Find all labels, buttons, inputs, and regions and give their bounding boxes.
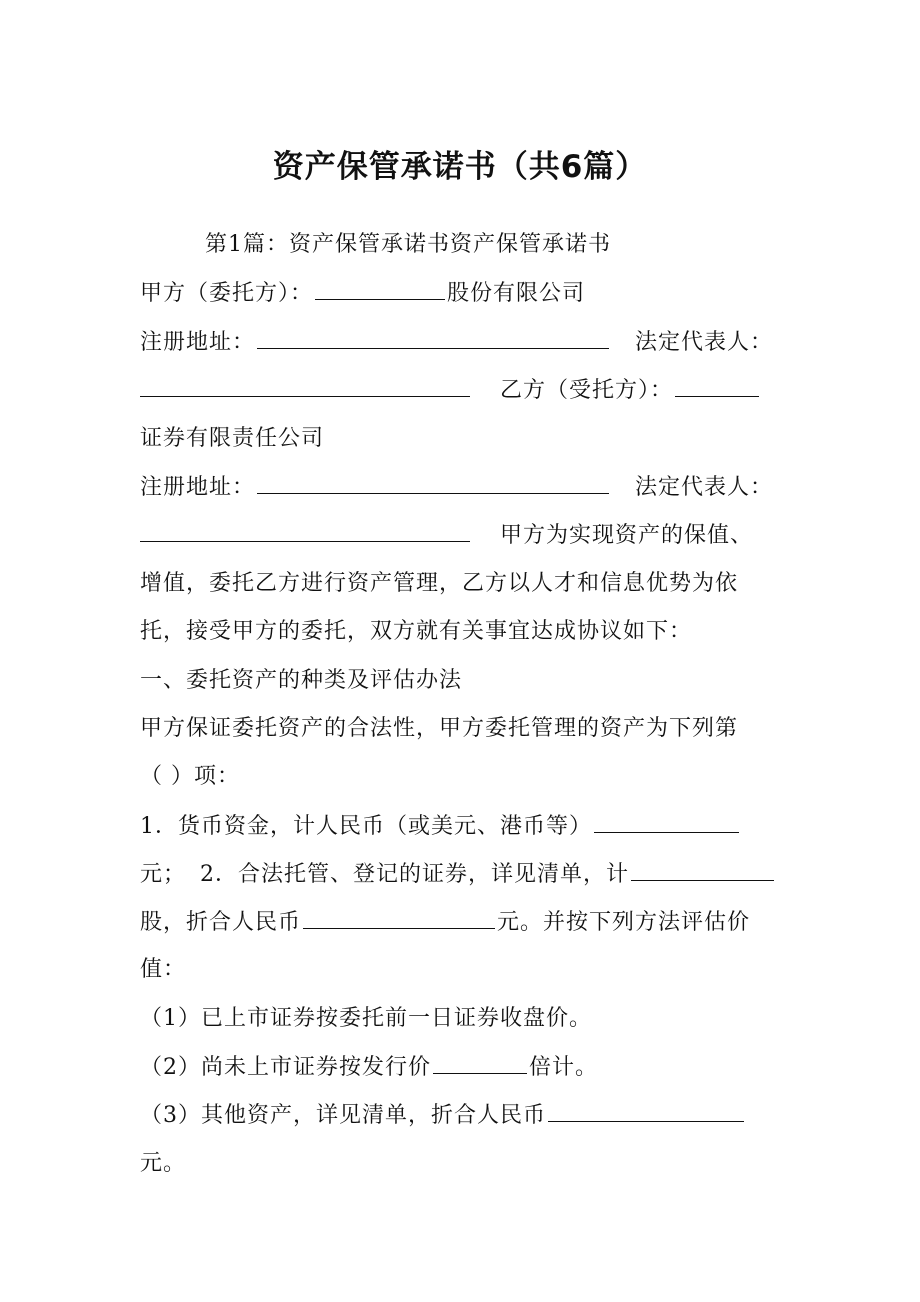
method-2 (140, 1047, 598, 1087)
clause-1-line-1: 甲方保证委托资产的合法性，甲方委托管理的资产为下列第 (140, 716, 739, 741)
intro-line-3: 托，接受甲方的委托，双方就有关事宜达成协议如下： (140, 619, 693, 644)
party-b-label: 乙方（受托方）： (500, 378, 674, 403)
item-1-line (140, 806, 741, 846)
clause-1-heading: 一、委托资产的种类及评估办法 (140, 668, 463, 693)
legal-rep-label-b: 法定代表人： (635, 475, 774, 500)
method-2-blank (433, 1047, 527, 1074)
party-a-label: 甲方（委托方）： (140, 281, 314, 306)
section-heading-text: 第1篇：资产保管承诺书资产保管承诺书 (205, 232, 611, 257)
item-2-text: 2．合法托管、登记的证券，详见清单，计 (200, 862, 630, 887)
item-2-continued (140, 902, 750, 942)
method-3-start: （3）其他资产，详见清单，折合人民币 (140, 1103, 546, 1128)
address-blank-b (257, 467, 609, 494)
reg-address-label: 注册地址： (140, 330, 256, 355)
item-2-value-blank (303, 902, 495, 929)
method-2-end: 倍计。 (529, 1055, 599, 1080)
intro-start: 甲方为实现资产的保值、 (500, 523, 754, 548)
intro-line-2: 增值，委托乙方进行资产管理，乙方以人才和信息优势为依 (140, 571, 739, 596)
item-1-text: 1．货币资金，计人民币（或美元、港币等） (140, 814, 592, 839)
party-b-suffix: 证券有限责任公司 (140, 426, 325, 451)
legal-rep-blank-b (140, 515, 470, 542)
party-b-blank (675, 370, 759, 397)
party-a-blank (315, 273, 445, 300)
item-2-blank (631, 854, 774, 881)
party-b-address-line (140, 467, 773, 507)
item-2-unit: 股，折合人民币 (140, 910, 302, 935)
document-title: 资产保管承诺书（共6篇） (272, 149, 648, 185)
party-a-address-line (140, 322, 773, 362)
method-2-start: （2）尚未上市证券按发行价 (140, 1055, 431, 1080)
reg-address-label-b: 注册地址： (140, 475, 256, 500)
method-3-end: 元。 (140, 1151, 187, 1176)
method-3 (140, 1095, 746, 1135)
item-2-tail-2: 值： (140, 957, 187, 982)
item-2-line (140, 854, 776, 894)
clause-1-line-2: （ ）项： (140, 764, 240, 789)
item-1-unit: 元； (140, 862, 187, 887)
method-1: （1）已上市证券按委托前一日证券收盘价。 (140, 1006, 592, 1031)
method-3-blank (548, 1095, 744, 1122)
legal-rep-label: 法定代表人： (635, 330, 774, 355)
legal-rep-blank (140, 370, 470, 397)
party-a-suffix: 股份有限公司 (447, 281, 586, 306)
party-a-line (140, 273, 585, 313)
party-b-suffix-line (140, 419, 324, 459)
item-1-blank (594, 806, 739, 833)
address-blank (257, 322, 609, 349)
intro-line-1 (140, 515, 753, 555)
party-b-line (140, 370, 761, 410)
item-2-tail: 元。并按下列方法评估价 (497, 910, 751, 935)
section-heading (205, 225, 611, 265)
